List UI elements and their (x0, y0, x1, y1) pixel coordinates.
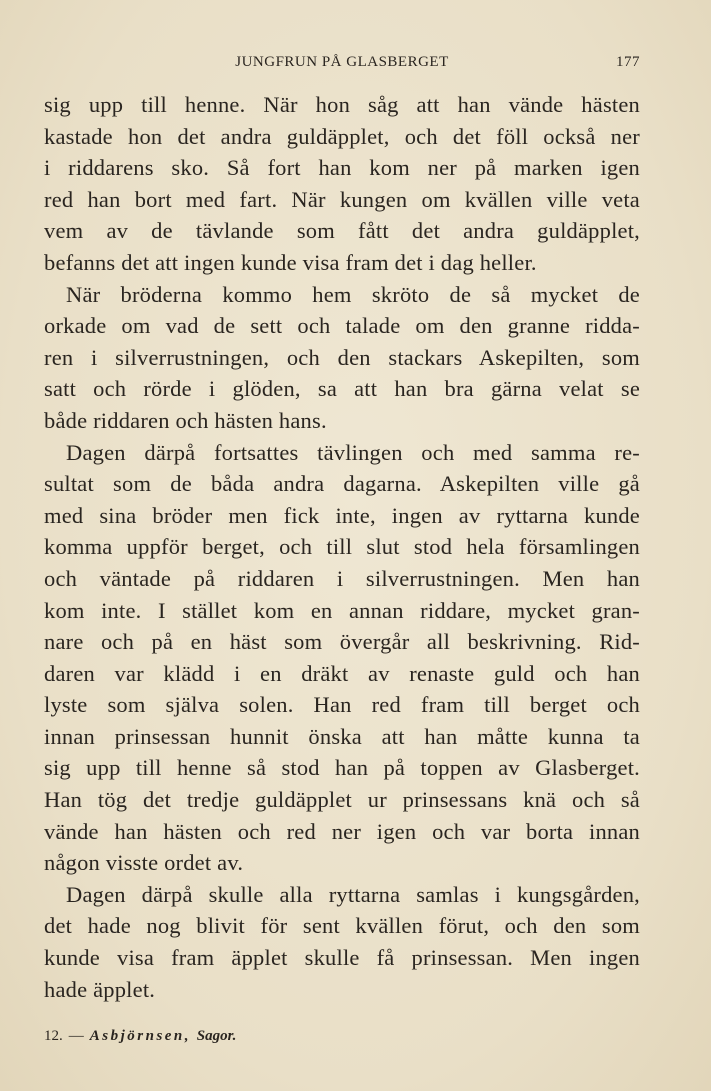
text-line: När bröderna kommo hem skröto de så mycket de (66, 281, 640, 307)
page-number: 177 (616, 54, 640, 70)
text-line: sultat som de båda andra dagarna. Askepilten ville gå (44, 471, 640, 497)
text-line: satt och rörde i glöden, sa att han bra gärna velat se (44, 376, 640, 402)
text-line: vem av de tävlande som fått det andra guldäpplet, (44, 218, 640, 244)
signature-number: 12. (44, 1028, 63, 1044)
text-line: ren i silverrustningen, och den stackars Askepilten, som (44, 344, 640, 370)
text-line: red han bort med fart. När kungen om kvällen ville veta (44, 186, 640, 212)
text-line: sig upp till henne. När hon såg att han vände hästen (44, 92, 640, 117)
text-line: i riddarens sko. Så fort han kom ner på marken igen (44, 155, 640, 181)
text-line: vände han hästen och red ner igen och var borta innan (44, 818, 640, 844)
chapter-title: JUNGFRUN PÅ GLASBERGET (235, 54, 449, 70)
text-line: och väntade på riddaren i silverrustningen. Men han (44, 565, 640, 591)
text-line: kom inte. I stället kom en annan riddare, mycket gran- (44, 597, 640, 623)
body-text (44, 89, 640, 1005)
text-line: orkade om vad de sett och talade om den granne ridda- (44, 313, 640, 339)
text-line: Dagen därpå fortsattes tävlingen och med samma re- (66, 439, 640, 465)
text-line: kunde visa fram äpplet skulle få prinsessan. Men ingen (44, 945, 640, 971)
text-line: lyste som själva solen. Han red fram till berget och (44, 692, 640, 718)
text-line: sig upp till henne så stod han på toppen av Glasberget. (44, 755, 640, 781)
text-line: Han tög det tredje guldäpplet ur prinsessans knä och så (44, 787, 640, 813)
text-line: innan prinsessan hunnit önska att han måtte kunna ta (44, 723, 640, 749)
text-line: någon visste ordet av. (44, 850, 244, 876)
text-line: med sina bröder men fick inte, ingen av ryttarna kunde (44, 502, 640, 528)
text-line: komma uppför berget, och till slut stod hela församlingen (44, 534, 640, 560)
text-line: befanns det att ingen kunde visa fram det i dag heller. (44, 249, 537, 275)
text-line: Dagen därpå skulle alla ryttarna samlas i kungsgården, (66, 881, 640, 907)
page-footer (44, 1028, 236, 1045)
text-line: hade äpplet. (44, 976, 156, 1002)
footer-work-title: Sagor. (196, 1028, 237, 1044)
running-header (44, 52, 640, 76)
text-line: nare och på en häst som övergår all beskrivning. Rid- (44, 629, 640, 655)
text-line: daren var klädd i en dräkt av renaste guld och han (44, 660, 640, 686)
footer-author: Asbjörnsen, (89, 1028, 192, 1044)
text-line: kastade hon det andra guldäpplet, och det föll också ner (44, 123, 640, 149)
text-line: både riddaren och hästen hans. (44, 407, 327, 433)
footer-dash: — (68, 1028, 84, 1044)
text-line: det hade nog blivit för sent kvällen förut, och den som (44, 913, 640, 939)
